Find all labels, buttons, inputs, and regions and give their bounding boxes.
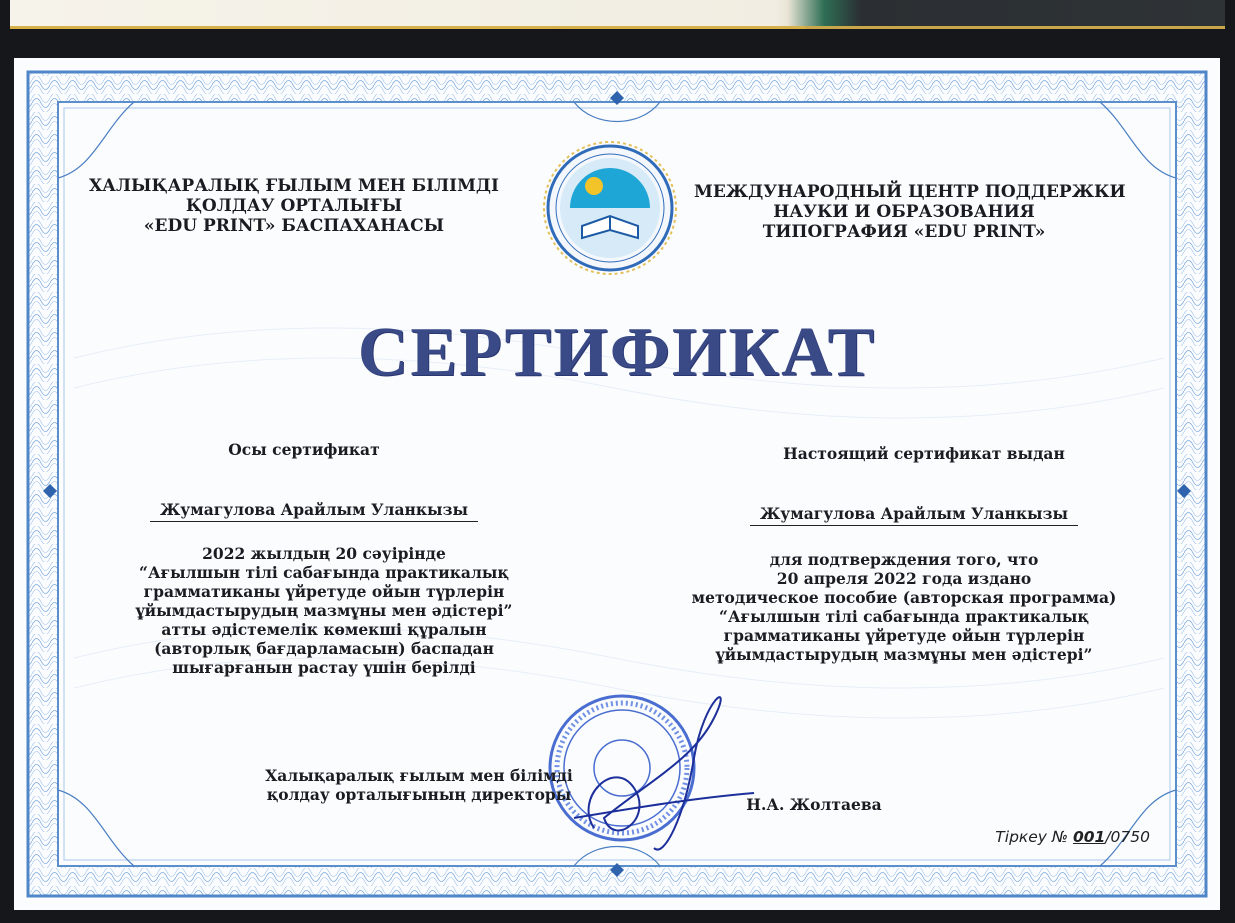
registration-suffix: /0750 [1105, 828, 1150, 846]
left-intro: Осы сертификат [228, 440, 380, 459]
registration-number-value: 001 [1072, 828, 1106, 846]
left-header [74, 176, 514, 236]
top-partial-document [10, 0, 1225, 29]
right-body-line: грамматиканы үйретуде ойын түрлерін [723, 626, 1085, 645]
right-recipient-name: Жумагулова Арайлым Уланкызы [750, 504, 1078, 526]
left-recipient [129, 500, 499, 519]
certificate-title: СЕРТИФИКАТ [357, 314, 877, 391]
left-body-line: шығарғанын растау үшін берілді [172, 658, 476, 677]
left-body [114, 544, 534, 677]
right-body [674, 550, 1134, 664]
right-body-line: “Ағылшын тілі сабағында практикалық [719, 607, 1089, 626]
right-body-line: методическое пособие (авторская программа) [691, 588, 1117, 607]
registration-label: Тіркеу № [995, 828, 1069, 846]
left-recipient-name: Жумагулова Арайлым Уланкызы [150, 500, 478, 522]
left-header-line: ҚОЛДАУ ОРТАЛЫҒЫ [185, 196, 403, 216]
registration-number [995, 828, 1150, 846]
left-body-line: атты әдістемелік көмекші құралын [161, 620, 487, 639]
right-body-line: 20 апреля 2022 года издано [776, 569, 1032, 588]
left-body-line: ұйымдастырудың мазмұны мен әдістері” [135, 601, 513, 620]
right-intro: Настоящий сертификат выдан [783, 444, 1065, 463]
right-body-line: ұйымдастырудың мазмұны мен әдістері” [715, 645, 1093, 664]
left-header-line: ХАЛЫҚАРАЛЫҚ ҒЫЛЫМ МЕН БІЛІМДІ [88, 176, 499, 196]
right-header-line: ТИПОГРАФИЯ «EDU PRINT» [762, 222, 1046, 242]
organization-emblem-icon [544, 142, 676, 274]
left-header-line: «EDU PRINT» БАСПАХАНАСЫ [143, 216, 445, 236]
right-header-line: МЕЖДУНАРОДНЫЙ ЦЕНТР ПОДДЕРЖКИ [694, 182, 1126, 202]
signer-name: Н.А. Жолтаева [746, 795, 882, 814]
left-body-line: грамматиканы үйретуде ойын түрлерін [143, 582, 505, 601]
right-header [694, 182, 1126, 242]
director-line: қолдау орталығының директоры [266, 785, 572, 804]
right-body-line: для подтверждения того, что [769, 550, 1039, 569]
right-header-line: НАУКИ И ОБРАЗОВАНИЯ [773, 202, 1035, 222]
left-body-line: 2022 жылдың 20 сәуірінде [202, 544, 446, 563]
left-body-line: (авторлық бағдарламасын) баспадан [154, 639, 494, 658]
director-title [244, 766, 594, 804]
director-line: Халықаралық ғылым мен білімді [265, 766, 573, 785]
right-recipient [714, 504, 1114, 523]
certificate-sheet [14, 58, 1220, 910]
left-body-line: “Ағылшын тілі сабағында практикалық [139, 563, 509, 582]
